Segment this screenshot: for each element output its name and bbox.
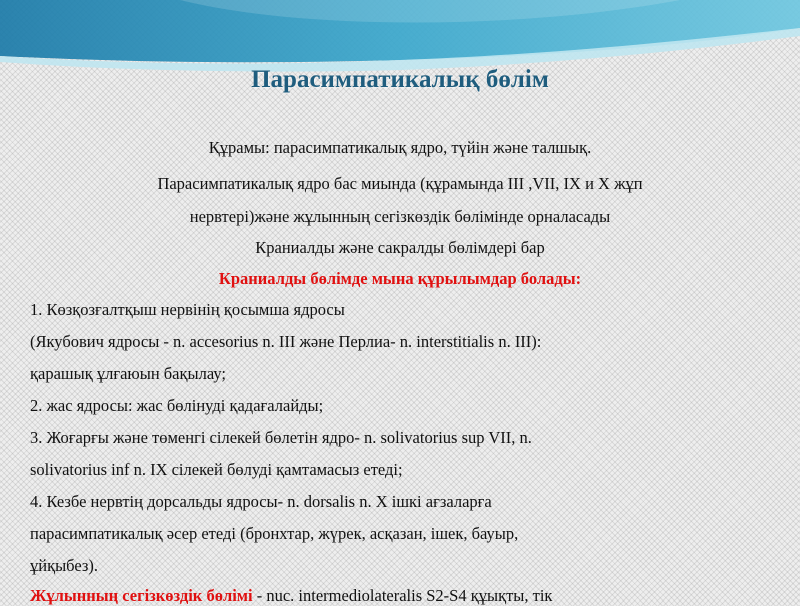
list-item: парасимпатикалық әсер етеді (бронхтар, жүрек, асқазан, ішек, бауыр, (30, 524, 519, 543)
sacral-heading: Жұлынның сегізкөздік бөлімі (30, 586, 253, 605)
section-heading: Краниалды бөлімде мына құрылымдар болады: (218, 269, 582, 288)
intro-line-4: Краниалды және сакралды бөлімдері бар (255, 238, 545, 257)
list-item: solivatorius inf n. IX сілекей бөлуді қамтамасыз етеді; (30, 460, 403, 479)
list-item: ұйқыбез). (30, 556, 99, 575)
intro-line-2: Парасимпатикалық ядро бас миында (құрамында III ,VII, IX и X жұп (157, 174, 643, 193)
list-item: (Якубович ядросы - n. accesorius n. III және Перлиа- n. interstitialis n. III): (30, 332, 542, 351)
list-item: 3. Жоғарғы және төменгі сілекей бөлетін ядро- n. solivatorius sup VII, n. (30, 428, 532, 447)
sacral-line (30, 586, 552, 606)
list-item: 2. жас ядросы: жас бөлінуді қадағалайды; (30, 396, 324, 415)
list-item: 1. Көзқозғалтқыш нервінің қосымша ядросы (30, 300, 345, 319)
intro-line-1: Құрамы: парасимпатикалық ядро, түйін және талшық. (208, 138, 592, 157)
list-item: 4. Кезбе нервтің дорсальды ядросы- n. dorsalis n. X ішкі ағзаларға (30, 492, 492, 511)
sacral-rest: - nuc. intermediolateralis S2-S4 құықты, тік (256, 586, 553, 605)
intro-line-3: нервтері)және жұлынның сегізкөздік бөлімінде орналасады (189, 207, 611, 226)
list-item: қарашық ұлғаюын бақылау; (30, 364, 226, 383)
page-title: Парасимпатикалық бөлім (251, 66, 549, 93)
